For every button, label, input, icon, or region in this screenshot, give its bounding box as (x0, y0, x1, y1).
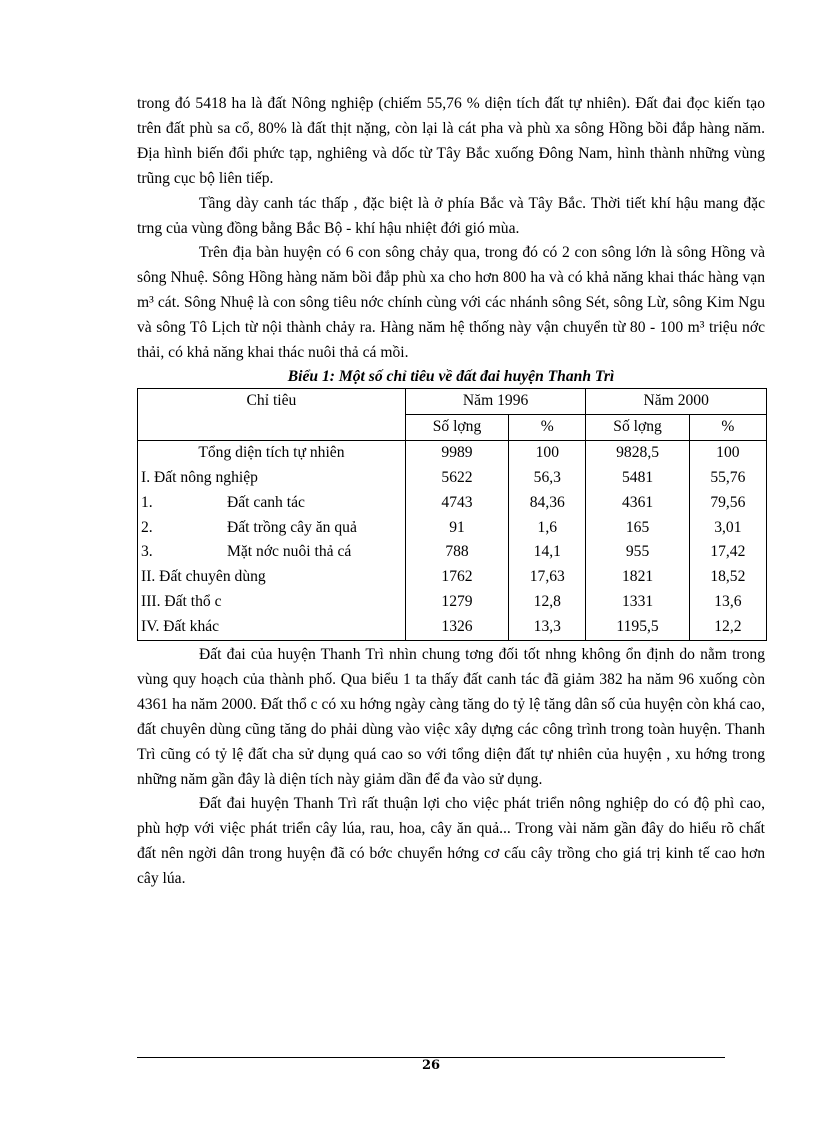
row-label: Đất trồng cây ăn quả (227, 518, 357, 536)
cell-qty-1996: 4743 (405, 491, 508, 516)
row-label: Đất canh tác (227, 493, 305, 511)
land-table (137, 388, 767, 641)
cell-qty-1996: 5622 (405, 466, 508, 491)
table-row (138, 491, 767, 516)
row-label-cell (138, 491, 406, 516)
row-number: 2. (141, 518, 153, 536)
table-row (138, 466, 767, 491)
table-row (138, 440, 767, 465)
paragraph-conclusion: Đất đai huyện Thanh Trì rất thuận lợi cho việc phát triển nông nghiệp do có độ phì cao, phù hợp với việc phát triển cây lúa, rau, hoa, cây ăn quả... Trong vài năm gần đây do hiểu rõ chất đất nên ngời dân trong huyện đã có bớc chuyển hớng cơ cấu cây trồng cho giá trị kinh tế cao hơn cây lúa. (137, 795, 765, 888)
table-header-row (138, 388, 767, 414)
cell-qty-2000: 955 (586, 540, 689, 565)
row-label: III. Đất thổ c (138, 590, 406, 615)
cell-qty-1996: 1279 (405, 590, 508, 615)
cell-pct-2000: 17,42 (689, 540, 766, 565)
cell-qty-1996: 1762 (405, 565, 508, 590)
cell-qty-2000: 165 (586, 516, 689, 541)
cell-pct-1996: 84,36 (509, 491, 586, 516)
paragraph-intro: trong đó 5418 ha là đất Nông nghiệp (chiếm 55,76 % diện tích đất tự nhiên). Đất đai đọc kiến tạo trên đất phù sa cổ, 80% là đất thịt nặng, còn lại là cát pha và phù xa sông Hồng bồi đắp hàng năm. Địa hình biến đổi phức tạp, nghiêng và dốc từ Tây Bắc xuống Đông Nam, hình thành những vùng trũng cục bộ liên tiếp. (137, 95, 765, 187)
cell-qty-2000: 1821 (586, 565, 689, 590)
cell-pct-1996: 56,3 (509, 466, 586, 491)
cell-qty-1996: 788 (405, 540, 508, 565)
row-label: IV. Đất khác (138, 615, 406, 640)
cell-pct-1996: 17,63 (509, 565, 586, 590)
row-number: 1. (141, 493, 153, 511)
cell-qty-1996: 1326 (405, 615, 508, 640)
row-number: 3. (141, 543, 153, 561)
cell-qty-2000: 1195,5 (586, 615, 689, 640)
cell-qty-1996: 9989 (405, 440, 508, 465)
header-pct-1996: % (509, 414, 586, 440)
cell-qty-2000: 5481 (586, 466, 689, 491)
cell-pct-2000: 55,76 (689, 466, 766, 491)
page-content (137, 92, 765, 892)
cell-pct-2000: 18,52 (689, 565, 766, 590)
cell-qty-2000: 1331 (586, 590, 689, 615)
cell-pct-1996: 12,8 (509, 590, 586, 615)
header-qty-1996: Số lợng (405, 414, 508, 440)
header-indicator: Chỉ tiêu (138, 388, 406, 440)
table-row (138, 615, 767, 640)
row-label-cell (138, 516, 406, 541)
page-number: 26 (421, 1058, 441, 1073)
table-row (138, 516, 767, 541)
table-row (138, 565, 767, 590)
cell-qty-2000: 9828,5 (586, 440, 689, 465)
cell-pct-2000: 12,2 (689, 615, 766, 640)
header-pct-2000: % (689, 414, 766, 440)
cell-pct-1996: 14,1 (509, 540, 586, 565)
paragraph-soil: Tầng dày canh tác thấp , đặc biệt là ở phía Bắc và Tây Bắc. Thời tiết khí hậu mang đặc trng của vùng đồng bằng Bắc Bộ - khí hậu nhiệt đới gió mùa. (137, 194, 765, 237)
header-year-2000: Năm 2000 (586, 388, 767, 414)
cell-pct-1996: 13,3 (509, 615, 586, 640)
table-caption: Biểu 1: Một số chỉ tiêu về đất đai huyện Thanh Trì (287, 367, 615, 385)
table-row (138, 590, 767, 615)
row-label: I. Đất nông nghiệp (138, 466, 406, 491)
row-label: Mặt nớc nuôi thả cá (227, 543, 352, 561)
cell-pct-2000: 3,01 (689, 516, 766, 541)
paragraph-rivers: Trên địa bàn huyện có 6 con sông chảy qua, trong đó có 2 con sông lớn là sông Hồng và sông Nhuệ. Sông Hồng hàng năm bồi đắp phù xa cho hơn 800 ha và có khả năng khai thác hàng vạn m³ cát. Sông Nhuệ là con sông tiêu nớc chính cùng với các nhánh sông Sét, sông Lừ, sông Kim Ngu và sông Tô Lịch từ nội thành chảy ra. Hàng năm hệ thống này vận chuyển từ 80 - 100 m³ triệu nớc thải, có khả năng khai thác nuôi thả cá mồi. (137, 244, 765, 362)
cell-qty-2000: 4361 (586, 491, 689, 516)
cell-qty-1996: 91 (405, 516, 508, 541)
cell-pct-2000: 79,56 (689, 491, 766, 516)
header-qty-2000: Số lợng (586, 414, 689, 440)
cell-pct-2000: 13,6 (689, 590, 766, 615)
table-row (138, 540, 767, 565)
cell-pct-1996: 100 (509, 440, 586, 465)
header-year-1996: Năm 1996 (405, 388, 586, 414)
row-label-cell (138, 540, 406, 565)
cell-pct-1996: 1,6 (509, 516, 586, 541)
cell-pct-2000: 100 (689, 440, 766, 465)
paragraph-analysis: Đất đai của huyện Thanh Trì nhìn chung tơng đối tốt nhng không ổn định do nằm trong vùng quy hoạch của thành phố. Qua biểu 1 ta thấy đất canh tác đã giảm 382 ha năm 96 xuống còn 4361 ha năm 2000. Đất thổ c có xu hớng ngày càng tăng do tỷ lệ tăng dân số của huyện còn khá cao, đất chuyên dùng cũng tăng do phải dùng vào việc xây dựng các công trình trong toàn huyện. Thanh Trì cũng có tỷ lệ đất cha sử dụng quá cao so với tổng diện đất tự nhiên của huyện , xu hớng trong những năm gần đây là diện tích này giảm dần để đa vào sử dụng. (137, 646, 765, 788)
row-label: II. Đất chuyên dùng (138, 565, 406, 590)
row-label: Tổng diện tích tự nhiên (138, 440, 406, 465)
